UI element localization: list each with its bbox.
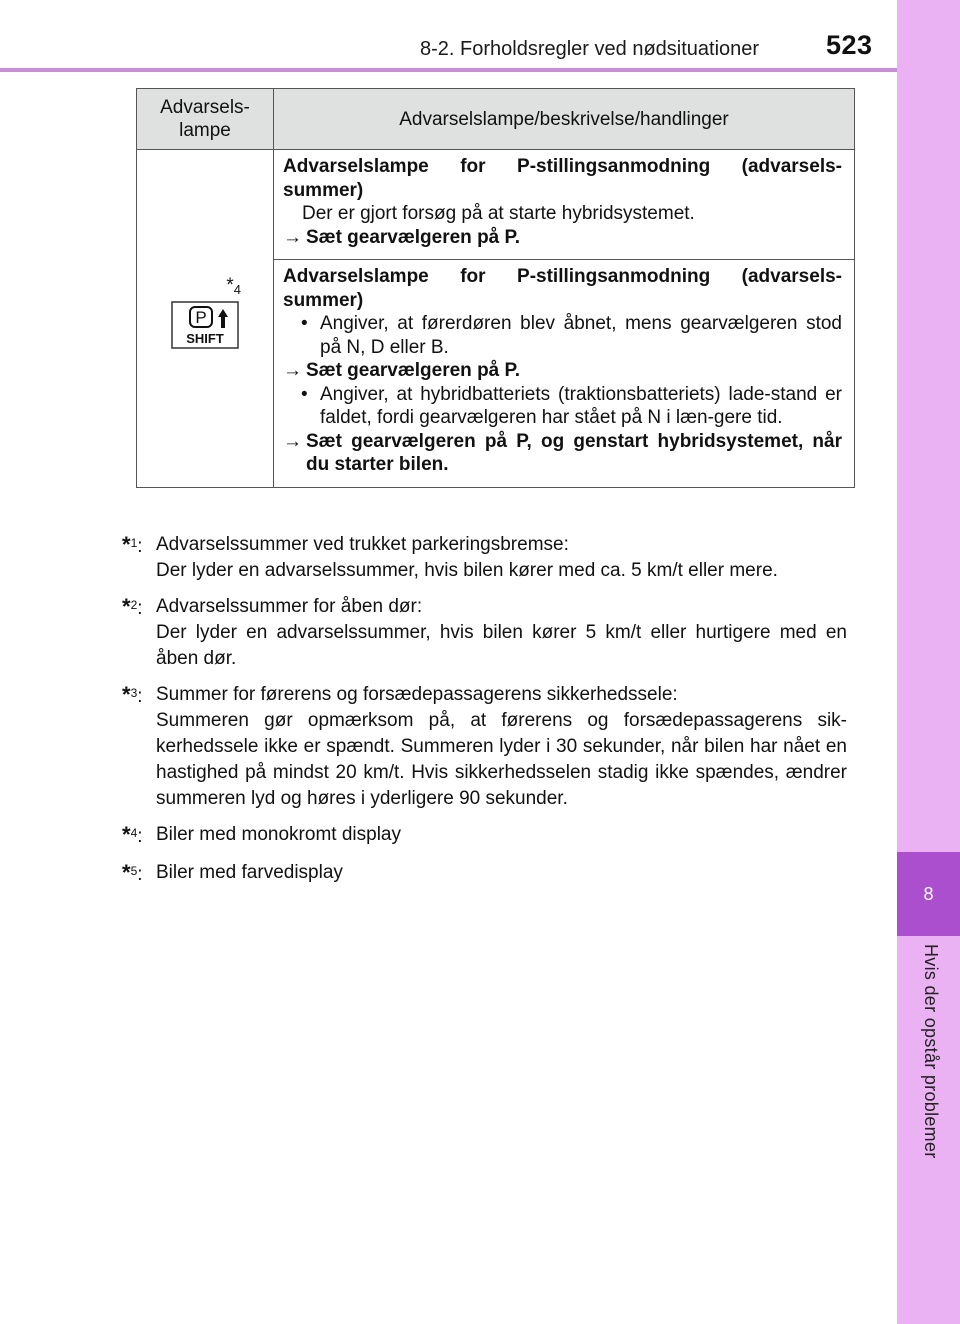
arrow-icon: → [283,430,302,452]
row-action: → Sæt gearvælgeren på P. [283,226,521,248]
footnote-text: Summeren gør opmærksom på, at førerens og forsædepassagerens sik-kerhedssele ikke er spændt. Summeren lyder i 30 sekunder, når bilen har nået en hastighed på mindst 20 km/t. Hvis sikkerhedsselen stadig ikke spændes, ændrer summeren lyd og høres i yderligere 90 sekunder. [156,710,847,809]
row-title: Advarselslampe for P-stillingsanmodning (advarsels-summer) [283,266,842,311]
svg-text:P: P [195,308,207,328]
description-cell [274,150,855,260]
column-header-lamp [137,89,274,150]
footnote-4 [122,822,847,850]
chapter-number[interactable]: 8 [897,852,960,936]
description-cell [274,260,855,488]
bullet-icon: • [301,383,308,405]
footnote-3 [122,682,847,812]
footnote-marker: *$^4$: [122,822,143,847]
bullet-icon: • [301,313,308,334]
footnote-marker: *$^3$: [122,682,143,707]
bullet-item: • Angiver, at hybridbatteriets (traktionsbatteriets) lade-stand er faldet, fordi gearvælgeren har stået på N i læn-gere tid. [301,383,842,428]
footnote-title: Biler med farvedisplay [156,862,343,883]
row-description: Der er gjort forsøg på at starte hybridsystemet. [302,203,695,224]
footnote-title: Advarselssummer for åben dør: [156,596,423,617]
footnotes [122,532,847,898]
row-action: → Sæt gearvælgeren på P. [283,360,521,381]
svg-text:SHIFT: SHIFT [186,331,224,347]
page-number: 523 [826,30,873,60]
arrow-icon: → [283,360,302,381]
row-title: Advarselslampe for P-stillingsanmodning (advarsels-summer) [283,156,842,201]
footnote-marker: *$^2$: [122,594,143,619]
footnote-marker: *$^1$: [122,532,143,557]
table-row [137,150,855,260]
footnote-text: Der lyder en advarselssummer, hvis bilen kører med ca. 5 km/t eller mere. [156,560,778,581]
footnote-title: Advarselssummer ved trukket parkeringsbremse: [156,534,569,555]
lamp-cell [137,150,274,488]
bullet-item: • Angiver, at førerdøren blev åbnet, mens gearvælgeren stod på N, D eller B. [301,313,842,358]
column-header-lamp-text: Advarsels- lampe [160,97,250,141]
column-header-description: Advarselslampe/beskrivelse/handlinger [274,89,855,150]
chapter-label: Hvis der opstår problemer [921,944,941,1159]
footnote-text: Der lyder en advarselssummer, hvis bilen kører 5 km/t eller hurtigere med en åben dør. [156,622,847,669]
footnote-2 [122,594,847,672]
footnote-5 [122,860,847,888]
arrow-icon: → [283,226,302,248]
section-title: 8-2. Forholdsregler ved nødsituationer [420,38,760,60]
header-rule [0,68,897,72]
warning-table [136,88,855,488]
row-action: → Sæt gearvælgeren på P, og genstart hybridsystemet, når du starter bilen. [283,430,842,475]
p-shift-warning-icon [171,301,239,349]
footnote-marker: *$^5$: [122,860,143,885]
footnote-title: Summer for førerens og forsædepassagerens sikkerhedssele: [156,684,678,705]
footnote-1 [122,532,847,584]
footnote-title: Biler med monokromt display [156,824,401,845]
lamp-footnote-ref: $*_4$ [226,275,241,298]
